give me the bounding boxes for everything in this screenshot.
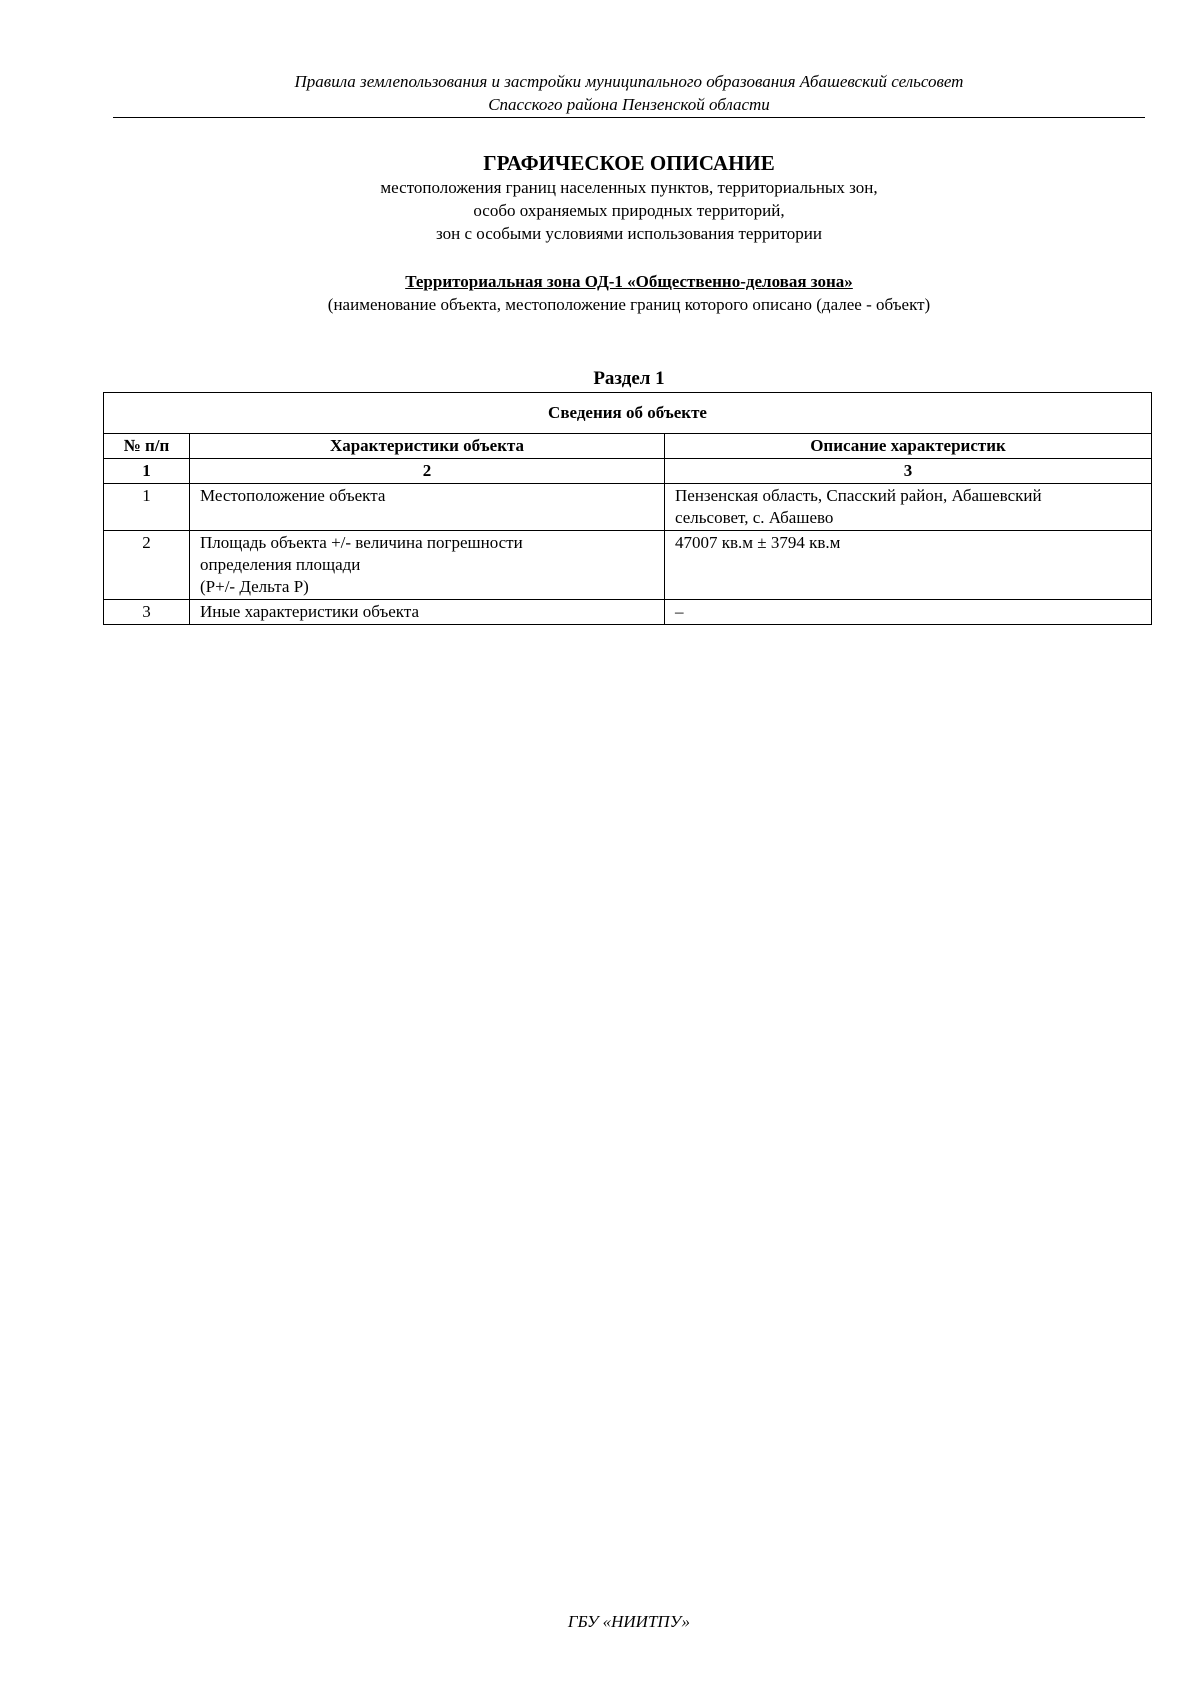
row-characteristic <box>190 600 665 625</box>
row-description <box>665 484 1152 531</box>
page-footer: ГБУ «НИИТПУ» <box>567 1612 691 1631</box>
document-title: ГРАФИЧЕСКОЕ ОПИСАНИЕ <box>483 151 775 175</box>
title-block <box>113 150 1145 245</box>
row-characteristic <box>190 484 665 531</box>
description-line: 47007 кв.м ± 3794 кв.м <box>675 533 841 552</box>
section-title: Раздел 1 <box>593 368 665 389</box>
row-number: 2 <box>104 531 190 600</box>
characteristic-line: Иные характеристики объекта <box>200 602 420 621</box>
characteristic-line: (P+/- Дельта P) <box>200 577 309 596</box>
description-line: сельсовет, с. Абашево <box>675 508 834 527</box>
column-number-1: 1 <box>104 459 190 484</box>
row-description <box>665 531 1152 600</box>
row-number: 3 <box>104 600 190 625</box>
row-number: 1 <box>104 484 190 531</box>
header-number: № п/п <box>104 434 190 459</box>
header-description: Описание характеристик <box>665 434 1152 459</box>
zone-name: Территориальная зона ОД-1 «Общественно-деловая зона» <box>405 272 853 291</box>
page-header <box>113 70 1145 116</box>
table-row <box>104 531 1152 600</box>
description-line: – <box>675 602 684 621</box>
zone-block <box>113 270 1145 316</box>
description-line: Пензенская область, Спасский район, Абашевский <box>675 486 1042 505</box>
characteristic-line: определения площади <box>200 555 361 574</box>
subtitle-line-2: особо охраняемых природных территорий, <box>473 201 785 220</box>
column-number-row <box>104 459 1152 484</box>
characteristic-line: Площадь объекта +/- величина погрешности <box>200 533 523 552</box>
table-header-row <box>104 434 1152 459</box>
table-caption-row <box>104 393 1152 434</box>
row-characteristic <box>190 531 665 600</box>
column-number-2: 2 <box>190 459 665 484</box>
table-caption: Сведения об объекте <box>104 393 1152 434</box>
column-number-3: 3 <box>665 459 1152 484</box>
header-line-1: Правила землепользования и застройки муниципального образования Абашевский сельсовет <box>294 72 964 91</box>
row-description <box>665 600 1152 625</box>
characteristic-line: Местоположение объекта <box>200 486 386 505</box>
subtitle-line-1: местоположения границ населенных пунктов, территориальных зон, <box>380 178 878 197</box>
table-row <box>104 484 1152 531</box>
header-divider <box>113 117 1145 118</box>
subtitle-line-3: зон с особыми условиями использования территории <box>436 224 822 243</box>
table-row <box>104 600 1152 625</box>
zone-caption: (наименование объекта, местоположение границ которого описано (далее - объект) <box>327 295 931 314</box>
object-info-table <box>103 392 1152 625</box>
header-characteristic: Характеристики объекта <box>190 434 665 459</box>
header-line-2: Спасского района Пензенской области <box>488 95 770 114</box>
